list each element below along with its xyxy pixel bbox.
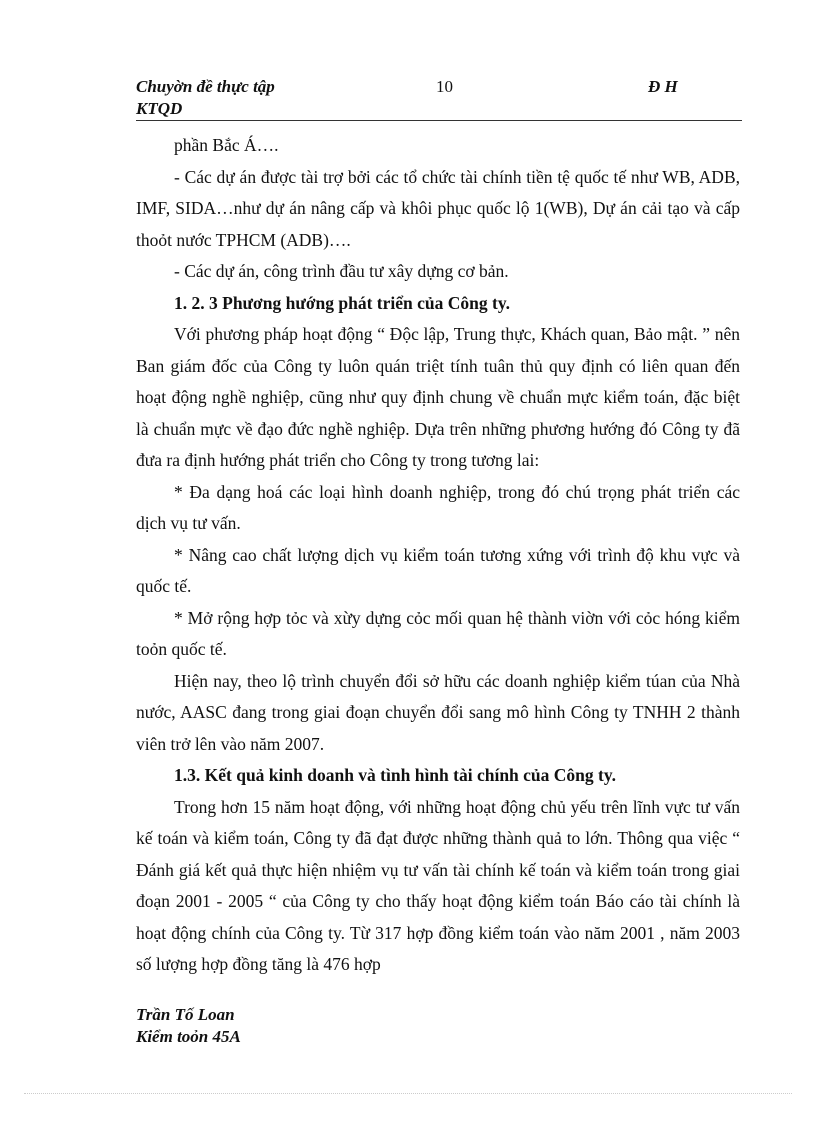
paragraph: - Các dự án được tài trợ bởi các tổ chức tài chính tiền tệ quốc tế như WB, ADB, IMF, SIDA…như dự án nâng cấp và khôi phục quốc lộ 1(WB), Dự án cải tạo và cấp thoỏt nước TPHCM (ADB)…. xyxy=(136,166,740,250)
header-school: Đ H xyxy=(648,77,678,96)
footer-author: Trần Tố Loan xyxy=(136,1005,235,1024)
header-divider xyxy=(136,120,742,121)
header-title-cont: KTQD xyxy=(136,99,183,118)
footer-class: Kiểm toỏn 45A xyxy=(136,1027,241,1046)
section-heading: 1.3. Kết quả kinh doanh và tình hình tài chính của Công ty. xyxy=(174,765,617,785)
paragraph: phần Bắc Á…. xyxy=(174,135,279,155)
page-number: 10 xyxy=(436,77,453,96)
header-title: Chuyờn đề thực tập xyxy=(136,77,275,96)
body-text xyxy=(136,130,740,981)
paragraph: - Các dự án, công trình đầu tư xây dựng cơ bản. xyxy=(174,261,509,281)
page-edge-divider xyxy=(24,1093,792,1094)
paragraph: Hiện nay, theo lộ trình chuyển đổi sở hữu các doanh nghiệp kiểm túan của Nhà nước, AASC đang trong giai đoạn chuyển đổi sang mô hình Công ty TNHH 2 thành viên trở lên vào năm 2007. xyxy=(136,670,740,754)
bullet-paragraph: * Đa dạng hoá các loại hình doanh nghiệp, trong đó chú trọng phát triển các dịch vụ tư vấn. xyxy=(136,481,740,533)
paragraph: Trong hơn 15 năm hoạt động, với những hoạt động chủ yếu trên lĩnh vực tư vấn kế toán và kiểm toán, Công ty đã đạt được những thành quả to lớn. Thông qua việc “ Đánh giá kết quả thực hiện nhiệm vụ tư vấn tài chính kế toán và kiểm toán trong giai đoạn 2001 - 2005 “ của Công ty cho thấy hoạt động kiểm toán Báo cáo tài chính là hoạt động chính của Công ty. Từ 317 hợp đồng kiểm toán vào năm 2001 , năm 2003 số lượng hợp đồng tăng là 476 hợp xyxy=(136,796,740,974)
page-header xyxy=(136,76,742,120)
paragraph: Với phương pháp hoạt động “ Độc lập, Trung thực, Khách quan, Bảo mật. ” nên Ban giám đốc của Công ty luôn quán triệt tính tuân thủ quy định có liên quan đến hoạt động nghề nghiệp, cũng như quy định chung về chuẩn mực kiểm toán, đặc biệt là chuẩn mực về đạo đức nghề nghiệp. Dựa trên những phương hướng đó Công ty đã đưa ra định hướng phát triển cho Công ty trong tương lai: xyxy=(136,324,740,470)
page-footer xyxy=(136,1004,241,1048)
bullet-paragraph: * Mở rộng hợp tỏc và xừy dựng cỏc mối quan hệ thành viờn với cỏc hóng kiểm toỏn quốc tế. xyxy=(136,607,740,659)
bullet-paragraph: * Nâng cao chất lượng dịch vụ kiểm toán tương xứng với trình độ khu vực và quốc tế. xyxy=(136,544,740,596)
section-heading: 1. 2. 3 Phương hướng phát triển của Công ty. xyxy=(174,292,510,313)
